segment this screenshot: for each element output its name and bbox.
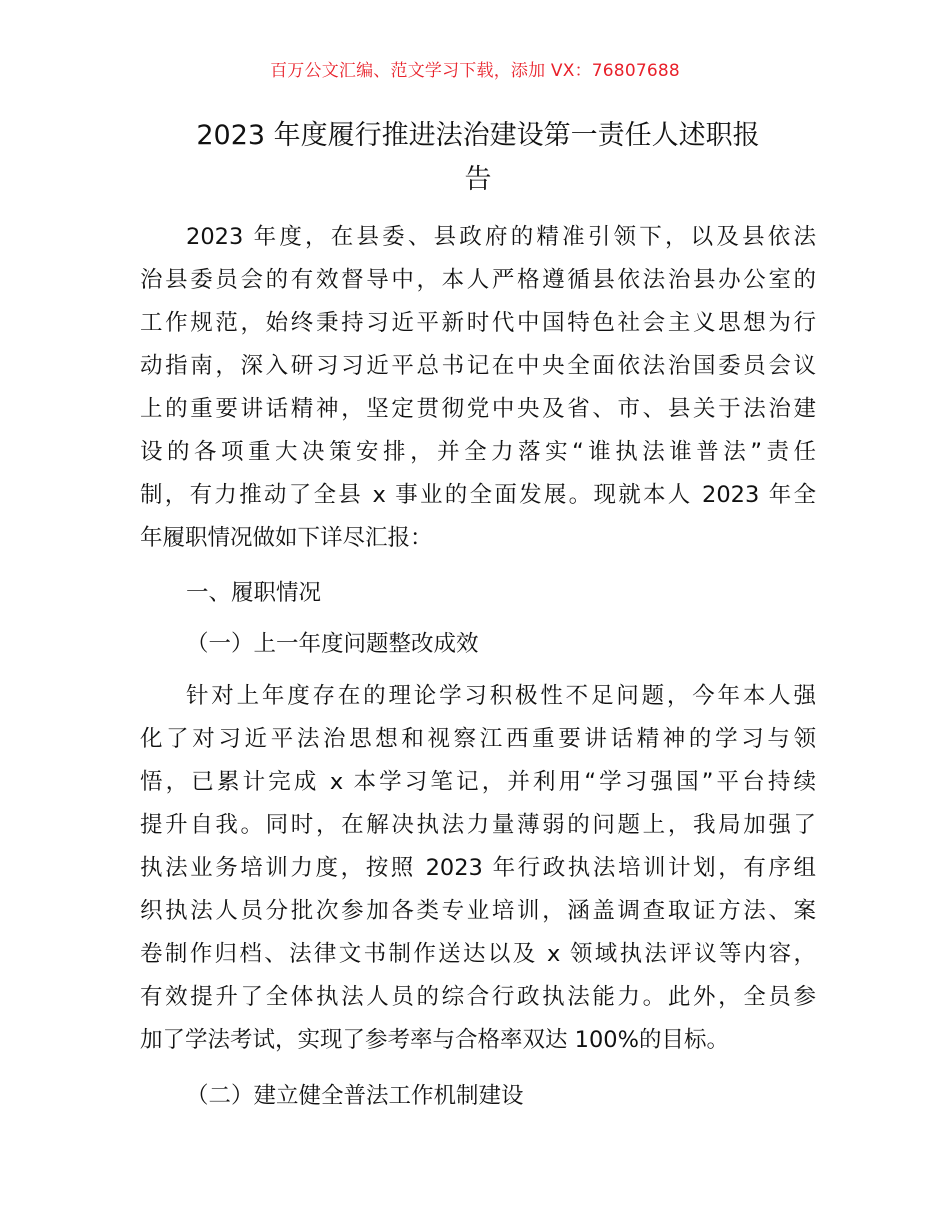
text-line: 卷制作归档、法律文书制作送达以及 x 领域执法评议等内容， [140,941,816,967]
title-line-1: 2023 年度履行推进法治建设第一责任人述职报 [196,120,760,151]
subsection-heading-2: （二）建立健全普法工作机制建设 [186,1083,524,1109]
text-line: 动指南，深入研习习近平总书记在中央全面依法治国委员会议 [140,353,816,379]
document-title [140,114,816,202]
text-line: 织执法人员分批次参加各类专业培训，涵盖调查取证方法、案 [140,898,816,924]
text-line: 加了学法考试，实现了参考率与合格率双达 100%的目标。 [140,1027,729,1053]
text-line: 制，有力推动了全县 x 事业的全面发展。现就本人 2023 年全 [140,482,816,508]
text-line: 治县委员会的有效督导中，本人严格遵循县依法治县办公室的 [140,267,816,293]
text-line: 上的重要讲话精神，坚定贯彻党中央及省、市、县关于法治建 [140,396,816,422]
text-line: 工作规范，始终秉持习近平新时代中国特色社会主义思想为行 [140,310,816,336]
text-line: 设的各项重大决策安排，并全力落实“谁执法谁普法”责任 [140,439,816,465]
text-line: 年履职情况做如下详尽汇报： [140,525,433,551]
watermark-header: 百万公文汇编、范文学习下载，添加 VX：76807688 [270,61,680,81]
title-line-2: 告 [464,164,492,195]
text-line: 有效提升了全体执法人员的综合行政执法能力。此外，全员参 [140,984,816,1010]
text-line: 2023 年度，在县委、县政府的精准引领下，以及县依法 [186,224,816,250]
text-line: 提升自我。同时，在解决执法力量薄弱的问题上，我局加强了 [140,812,816,838]
section-heading-1: 一、履职情况 [186,580,322,606]
text-line: 执法业务培训力度，按照 2023 年行政执法培训计划，有序组 [140,855,816,881]
text-line: 化了对习近平法治思想和视察江西重要讲话精神的学习与领 [140,726,816,752]
subsection-heading-1: （一）上一年度问题整改成效 [186,631,479,657]
text-line: 悟，已累计完成 x 本学习笔记，并利用“学习强国”平台持续 [140,769,816,795]
text-line: 针对上年度存在的理论学习积极性不足问题，今年本人强 [186,683,816,709]
